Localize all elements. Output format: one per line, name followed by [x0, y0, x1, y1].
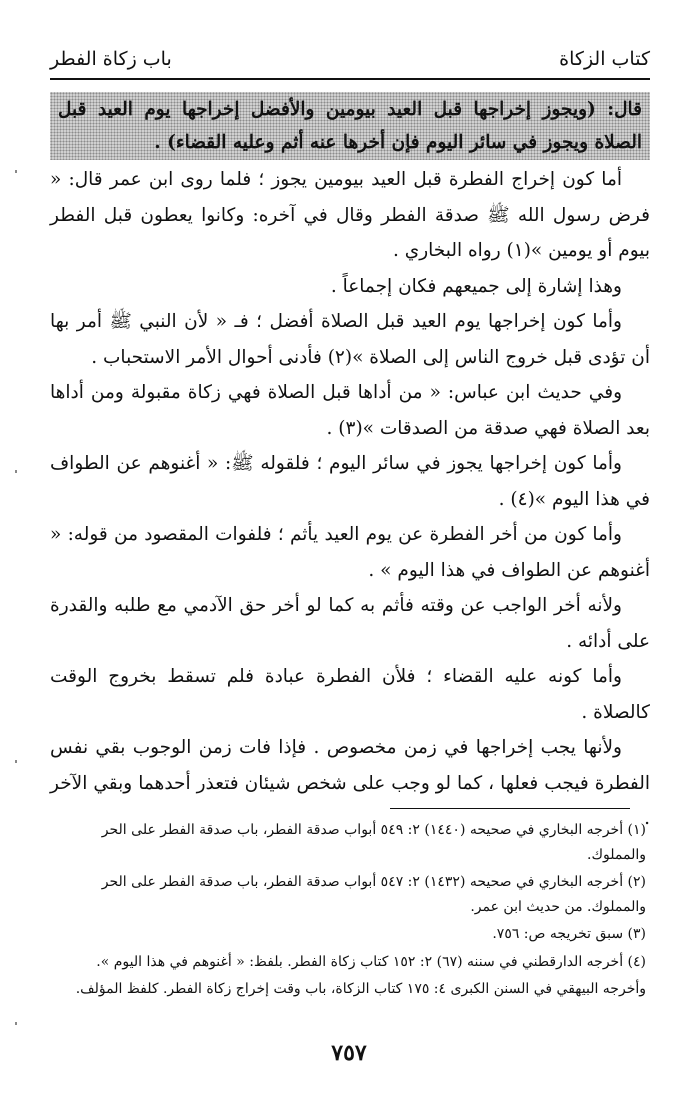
- paragraph: وأما كون من أخر الفطرة عن يوم العيد يأثم ؛ فلفوات المقصود من قوله: « أغنوهم عن الطواف في هذا اليوم » .: [50, 524, 650, 581]
- paragraph: ولأنها يجب إخراجها في زمن مخصوص . فإذا فات زمن الوجوب بقي نفس الفطرة فيجب فعلها ، كما لو وجب على شخص شيئان فتعذر أحدهما وبقي الآخر .: [50, 737, 650, 829]
- paragraph: وأما كونه عليه القضاء ؛ فلأن الفطرة عبادة فلم تسقط بخروج الوقت كالصلاة .: [50, 666, 650, 723]
- footnote: (٢) أخرجه البخاري في صحيحه (١٤٣٢) ٢: ٥٤٧ أبواب صدقة الفطر، باب صدقة الفطر على الحر والمملوك. من حديث ابن عمر.: [101, 874, 646, 915]
- header-divider: [50, 78, 650, 80]
- scan-edge-mark: [15, 470, 17, 473]
- paragraph: ولأنه أخر الواجب عن وقته فأثم به كما لو أخر حق الآدمي مع طلبه والقدرة على أدائه .: [50, 595, 650, 652]
- scan-edge-mark: [15, 170, 17, 173]
- paragraph: وأما كون إخراجها يوم العيد قبل الصلاة أفضل ؛ فـ « لأن النبي ﷺ أمر بها أن تؤدى قبل خروج الناس إلى الصلاة »(٢) فأدنى أحوال الأمر الاستحباب .: [50, 311, 650, 368]
- paragraph: وفي حديث ابن عباس: « من أداها قبل الصلاة فهي زكاة مقبولة ومن أداها بعد الصلاة فهي صدقة من الصدقات »(٣) .: [50, 382, 650, 439]
- footnote: وأخرجه البيهقي في السنن الكبرى ٤: ١٧٥ كتاب الزكاة، باب وقت إخراج زكاة الفطر. كلفظ المؤلف.: [75, 981, 646, 997]
- main-text: [50, 92, 650, 837]
- footnotes: [56, 818, 646, 1005]
- page-number: ٧٥٧: [331, 1040, 367, 1066]
- book-title: كتاب الزكاة: [559, 48, 650, 70]
- footnote: (٤) أخرجه الدارقطني في سننه (٦٧) ٢: ١٥٢ كتاب زكاة الفطر. بلفظ: « أغنوهم في هذا اليوم ».: [96, 953, 646, 970]
- running-header: [50, 44, 650, 74]
- paragraph: أما كون إخراج الفطرة قبل العيد بيومين يجوز ؛ فلما روى ابن عمر قال: « فرض رسول الله ﷺ صدقة الفطر وقال في آخره: وكانوا يعطون قبل الفطر بيوم أو يومين »(١) رواه البخاري .: [50, 169, 650, 261]
- paragraph: وهذا إشارة إلى جميعهم فكان إجماعاً .: [330, 275, 622, 297]
- footnote: (١) أخرجه البخاري في صحيحه (١٤٤٠) ٢: ٥٤٩ أبواب صدقة الفطر، باب صدقة الفطر على الحر والمملوك.: [101, 822, 646, 863]
- scan-edge-mark: [15, 1022, 17, 1025]
- scan-edge-mark: [15, 760, 17, 763]
- chapter-title: باب زكاة الفطر: [50, 48, 172, 70]
- matn-quote: قال: (ويجوز إخراجها قبل العيد بيومين والأفضل إخراجها يوم العيد قبل الصلاة ويجوز في سائر اليوم فإن أخرها عنه أثم وعليه القضاء) .: [50, 92, 650, 160]
- footnote-divider: [390, 808, 630, 809]
- paragraph: وأما كون إخراجها يجوز في سائر اليوم ؛ فلقوله ﷺ: « أغنوهم عن الطواف في هذا اليوم »(٤) .: [50, 453, 650, 510]
- footnote: (٣) سبق تخريجه ص: ٧٥٦.: [492, 926, 646, 942]
